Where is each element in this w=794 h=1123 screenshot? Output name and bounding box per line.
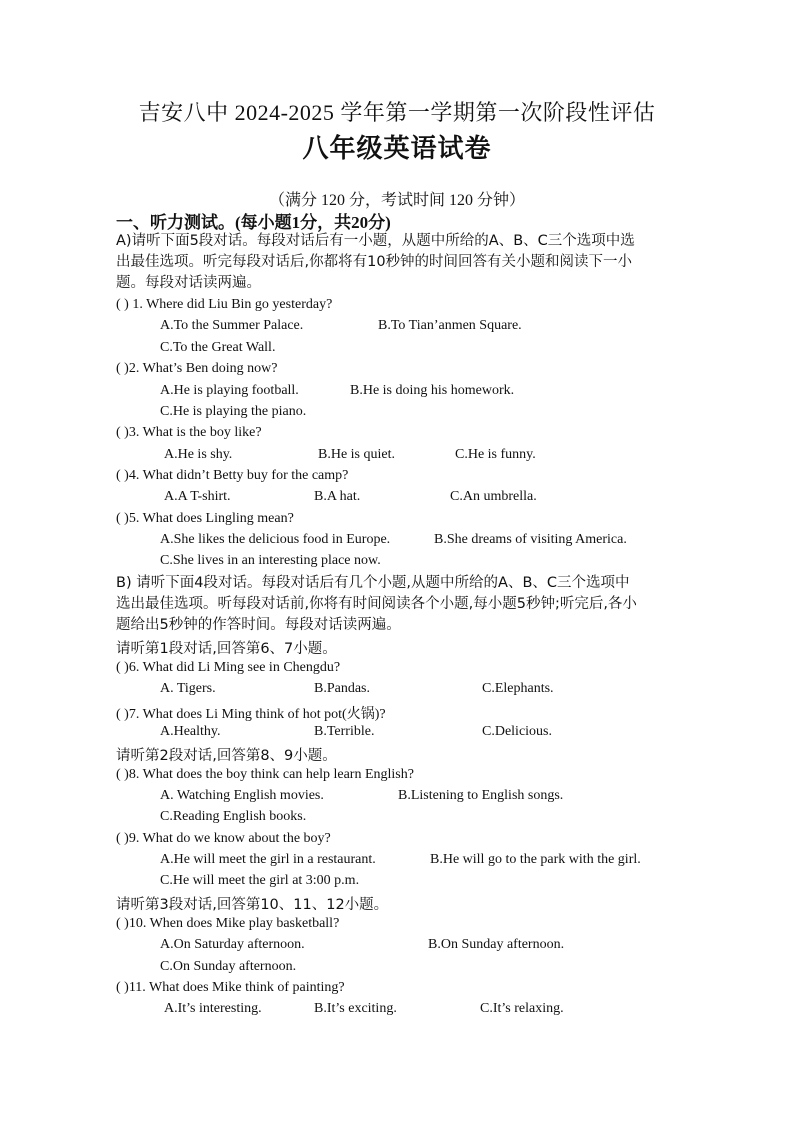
- answer-option: A.He is playing football.: [160, 383, 299, 398]
- answer-option: B.Listening to English songs.: [398, 788, 564, 803]
- question-stem: ( )4. What didn’t Betty buy for the camp?: [116, 468, 349, 483]
- question-stem: ( )11. What does Mike think of painting?: [116, 980, 345, 995]
- answer-option: B.On Sunday afternoon.: [428, 937, 565, 952]
- answer-option: A.Healthy.: [160, 724, 221, 739]
- answer-option: C.He is funny.: [455, 447, 536, 462]
- question-stem: ( )5. What does Lingling mean?: [116, 511, 294, 526]
- answer-option: B.To Tian’anmen Square.: [378, 318, 522, 333]
- instruction-line: B) 请听下面4段对话。每段对话后有几个小题,从题中所给的A、B、C三个选项中: [116, 575, 630, 591]
- answer-option: B.He is doing his homework.: [350, 383, 515, 398]
- score-info: （满分 120 分，考试时间 120 分钟）: [268, 192, 525, 209]
- answer-option: C.She lives in an interesting place now.: [160, 553, 381, 568]
- answer-option: C.It’s relaxing.: [480, 1001, 564, 1016]
- question-stem: ( )6. What did Li Ming see in Chengdu?: [116, 660, 341, 675]
- answer-option: A.To the Summer Palace.: [160, 318, 304, 333]
- answer-option: C.He will meet the girl at 3:00 p.m.: [160, 873, 360, 888]
- answer-option: B.Terrible.: [314, 724, 375, 739]
- answer-option: A.On Saturday afternoon.: [160, 937, 305, 952]
- answer-option: B.Pandas.: [314, 681, 370, 696]
- answer-option: B.He is quiet.: [318, 447, 395, 462]
- question-stem: ( )10. When does Mike play basketball?: [116, 916, 340, 931]
- question-stem: ( )2. What’s Ben doing now?: [116, 361, 278, 376]
- question-stem: ( ) 1. Where did Liu Bin go yesterday?: [116, 297, 333, 312]
- question-stem: ( )3. What is the boy like?: [116, 425, 262, 440]
- instruction-line: A)请听下面5段对话。每段对话后有一小题，从题中所给的A、B、C三个选项中选: [116, 233, 635, 249]
- answer-option: C.An umbrella.: [450, 489, 537, 504]
- section-heading: 一、听力测试。(每小题1分，共20分): [116, 213, 391, 232]
- answer-option: C.Reading English books.: [160, 809, 307, 824]
- answer-option: A. Tigers.: [160, 681, 216, 696]
- question-stem: ( )8. What does the boy think can help learn English?: [116, 767, 414, 782]
- answer-option: A. Watching English movies.: [160, 788, 324, 803]
- answer-option: A.A T-shirt.: [164, 489, 231, 504]
- instruction-line: 题。每段对话读两遍。: [116, 275, 261, 291]
- answer-option: B.She dreams of visiting America.: [434, 532, 627, 547]
- answer-option: B.A hat.: [314, 489, 361, 504]
- instruction-line: 选出最佳选项。听每段对话前,你将有时间阅读各个小题,每小题5秒钟;听完后,各小: [116, 596, 637, 612]
- answer-option: C.Delicious.: [482, 724, 552, 739]
- answer-option: B.It’s exciting.: [314, 1001, 397, 1016]
- dialog-note: 请听第2段对话,回答第8、9小题。: [116, 748, 337, 764]
- answer-option: A.It’s interesting.: [164, 1001, 262, 1016]
- instruction-line: 题给出5秒钟的作答时间。每段对话读两遍。: [116, 617, 401, 633]
- answer-option: C.He is playing the piano.: [160, 404, 307, 419]
- question-stem: ( )9. What do we know about the boy?: [116, 831, 331, 846]
- instruction-line: 出最佳选项。听完每段对话后,你都将有10秒钟的时间回答有关小题和阅读下一小: [116, 254, 633, 270]
- dialog-note: 请听第1段对话,回答第6、7小题。: [116, 641, 337, 657]
- answer-option: A.He is shy.: [164, 447, 233, 462]
- exam-title: 吉安八中 2024-2025 学年第一学期第一次阶段性评估: [138, 100, 656, 125]
- question-stem: ( )7. What does Li Ming think of hot pot(火锅)?: [116, 707, 386, 722]
- answer-option: C.To the Great Wall.: [160, 340, 276, 355]
- dialog-note: 请听第3段对话,回答第10、11、12小题。: [116, 897, 389, 913]
- answer-option: A.She likes the delicious food in Europe.: [160, 532, 391, 547]
- answer-option: B.He will go to the park with the girl.: [430, 852, 641, 867]
- answer-option: C.Elephants.: [482, 681, 554, 696]
- exam-subtitle: 八年级英语试卷: [302, 134, 492, 163]
- answer-option: A.He will meet the girl in a restaurant.: [160, 852, 376, 867]
- answer-option: C.On Sunday afternoon.: [160, 959, 297, 974]
